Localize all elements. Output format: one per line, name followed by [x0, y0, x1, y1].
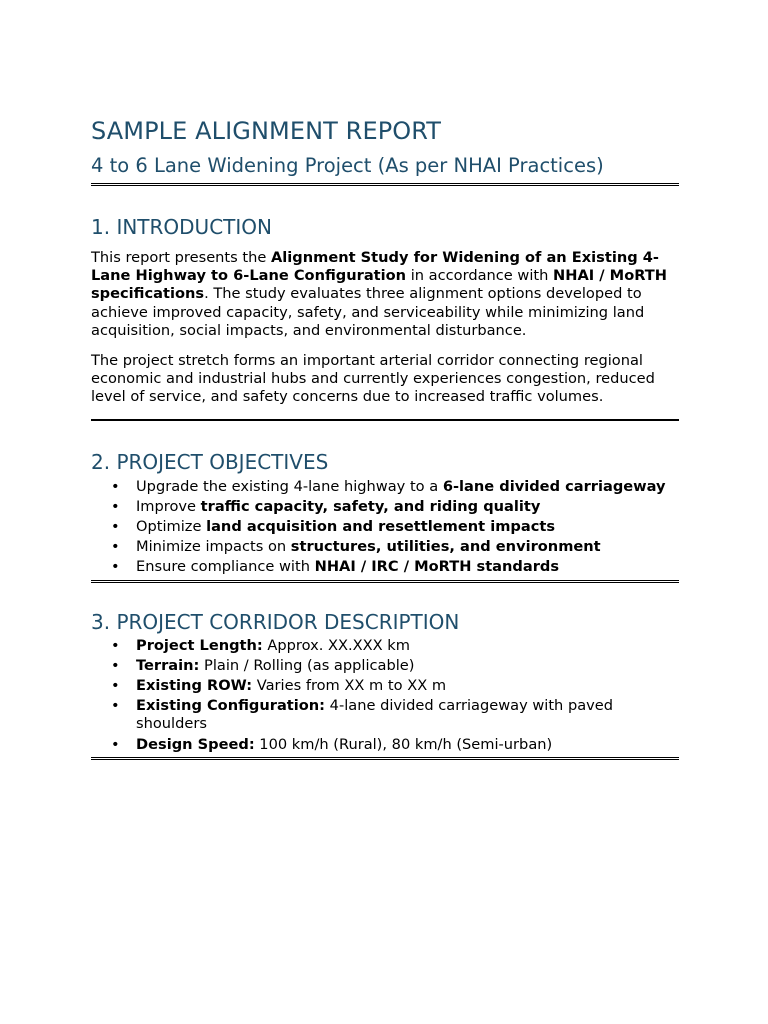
introduction-paragraph-2: The project stretch forms an important arterial corridor connecting regional economic and industrial hubs and currently experiences congestion, reduced level of service, and safety concerns due to increased traffic volumes.	[91, 352, 655, 406]
document-content	[91, 116, 679, 760]
bullet-icon: •	[111, 636, 120, 654]
introduction-paragraph-1	[91, 249, 679, 340]
list-item: • Ensure compliance with NHAI / IRC / MoRTH standards	[111, 558, 560, 576]
objectives-divider	[91, 580, 679, 583]
intro-text-1: This report presents the	[91, 249, 271, 266]
list-item: • Design Speed: 100 km/h (Rural), 80 km/h (Semi-urban)	[111, 735, 553, 753]
section-heading-corridor: 3. PROJECT CORRIDOR DESCRIPTION	[91, 609, 460, 634]
list-item: • Existing Configuration: 4-lane divided carriageway with paved shoulders	[111, 697, 614, 733]
introduction-divider	[91, 419, 679, 421]
intro-text-3: . The study evaluates three alignment options developed to achieve improved capacity, safety, and serviceability while minimizing land acquisition, social impacts, and environmental disturbance.	[91, 285, 645, 339]
list-item: • Minimize impacts on structures, utilities, and environment	[111, 538, 601, 556]
corridor-divider	[91, 757, 679, 760]
intro-bold-2: NHAI / MoRTH specifications	[91, 267, 667, 303]
section-heading-objectives: 2. PROJECT OBJECTIVES	[91, 449, 329, 474]
list-item: • Optimize land acquisition and resettlement impacts	[111, 518, 556, 536]
bullet-icon: •	[111, 518, 120, 536]
bullet-icon: •	[111, 735, 120, 753]
bullet-icon: •	[111, 697, 120, 715]
bullet-icon: •	[111, 477, 120, 495]
document-subtitle: 4 to 6 Lane Widening Project (As per NHAI Practices)	[91, 154, 604, 177]
bullet-icon: •	[111, 558, 120, 576]
bullet-icon: •	[111, 538, 120, 556]
list-item: • Terrain: Plain / Rolling (as applicable)	[111, 656, 415, 674]
list-item: • Improve traffic capacity, safety, and riding quality	[111, 497, 541, 515]
list-item: • Upgrade the existing 4-lane highway to a 6-lane divided carriageway	[111, 477, 666, 495]
corridor-list	[91, 637, 679, 754]
list-item: • Existing ROW: Varies from XX m to XX m	[111, 677, 447, 695]
bullet-icon: •	[111, 677, 120, 695]
bullet-icon: •	[111, 656, 120, 674]
intro-bold-1: Alignment Study for Widening of an Existing 4-Lane Highway to 6-Lane Configuration	[91, 249, 659, 285]
bullet-icon: •	[111, 497, 120, 515]
intro-text-2: in accordance with	[406, 267, 554, 285]
title-divider	[91, 183, 679, 186]
objectives-list	[91, 478, 679, 577]
document-title: SAMPLE ALIGNMENT REPORT	[91, 117, 442, 145]
section-heading-introduction: 1. INTRODUCTION	[91, 215, 272, 239]
list-item: • Project Length: Approx. XX.XXX km	[111, 636, 410, 654]
